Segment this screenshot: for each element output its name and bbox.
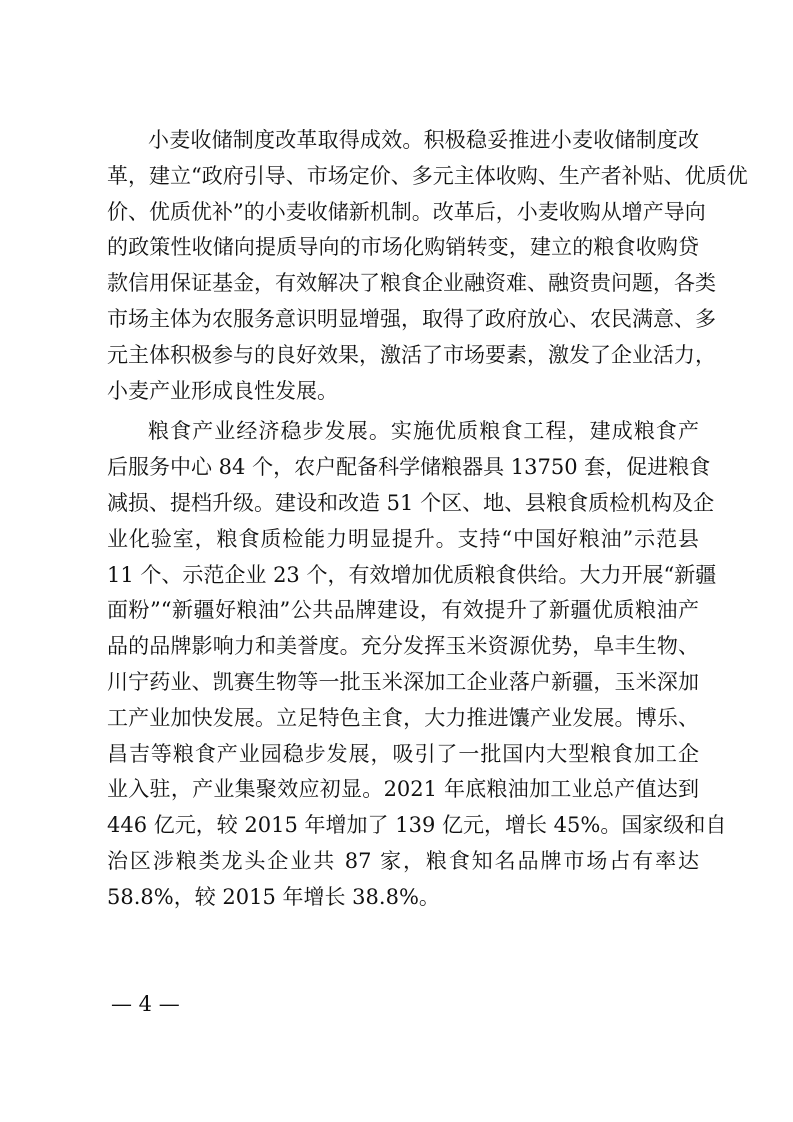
paragraph-grain-industry — [107, 414, 727, 915]
text-line: 58.8%，较 2015 年增长 38.8%。 — [107, 884, 440, 909]
text-line: 治区涉粮类龙头企业共 87 家，粮食知名品牌市场占有率达 — [107, 848, 699, 873]
text-line: 价、优质优补”的小麦收储新机制。改革后，小麦收购从增产导向 — [107, 199, 706, 224]
text-line: 川宁药业、凯赛生物等一批玉米深加工企业落户新疆，玉米深加 — [107, 669, 699, 694]
paragraph-wheat-reform — [107, 123, 748, 409]
text-line: 后服务中心 84 个，农户配备科学储粮器具 13750 套，促进粮食 — [107, 455, 711, 480]
text-line: 革，建立“政府引导、市场定价、多元主体收购、生产者补贴、优质优 — [107, 163, 748, 188]
text-line: 446 亿元，较 2015 年增加了 139 亿元，增长 45%。国家级和自 — [107, 813, 727, 838]
body-text — [107, 123, 748, 916]
text-line: 元主体积极参与的良好效果，激活了市场要素，激发了企业活力， — [107, 342, 716, 367]
text-line: 业入驻，产业集聚效应初显。2021 年底粮油加工业总产值达到 — [107, 777, 699, 802]
text-line: 11 个、示范企业 23 个，有效增加优质粮食供给。大力开展“新疆 — [107, 562, 717, 587]
text-line: 面粉”“新疆好粮油”公共品牌建设，有效提升了新疆优质粮油产 — [107, 598, 699, 623]
text-line: 减损、提档升级。建设和改造 51 个区、地、县粮食质检机构及企 — [107, 490, 715, 515]
text-line: 款信用保证基金，有效解决了粮食企业融资难、融资贵问题，各类 — [107, 271, 716, 296]
text-line: 业化验室，粮食质检能力明显提升。支持“中国好粮油”示范县 — [107, 526, 699, 551]
text-line: 品的品牌影响力和美誉度。充分发挥玉米资源优势，阜丰生物、 — [107, 634, 699, 659]
text-line: 昌吉等粮食产业园稳步发展，吸引了一批国内大型粮食加工企 — [107, 741, 699, 766]
text-line: 市场主体为农服务意识明显增强，取得了政府放心、农民满意、多 — [107, 306, 716, 331]
page-number: — 4 — — [111, 992, 180, 1016]
text-line: 粮食产业经济稳步发展。实施优质粮食工程，建成粮食产 — [148, 419, 699, 444]
text-line: 工产业加快发展。立足特色主食，大力推进馕产业发展。博乐、 — [107, 705, 699, 730]
text-line: 小麦产业形成良性发展。 — [107, 378, 338, 403]
text-line: 的政策性收储向提质导向的市场化购销转变，建立的粮食收购贷 — [107, 235, 699, 260]
text-line: 小麦收储制度改革取得成效。积极稳妥推进小麦收储制度改 — [148, 128, 699, 152]
